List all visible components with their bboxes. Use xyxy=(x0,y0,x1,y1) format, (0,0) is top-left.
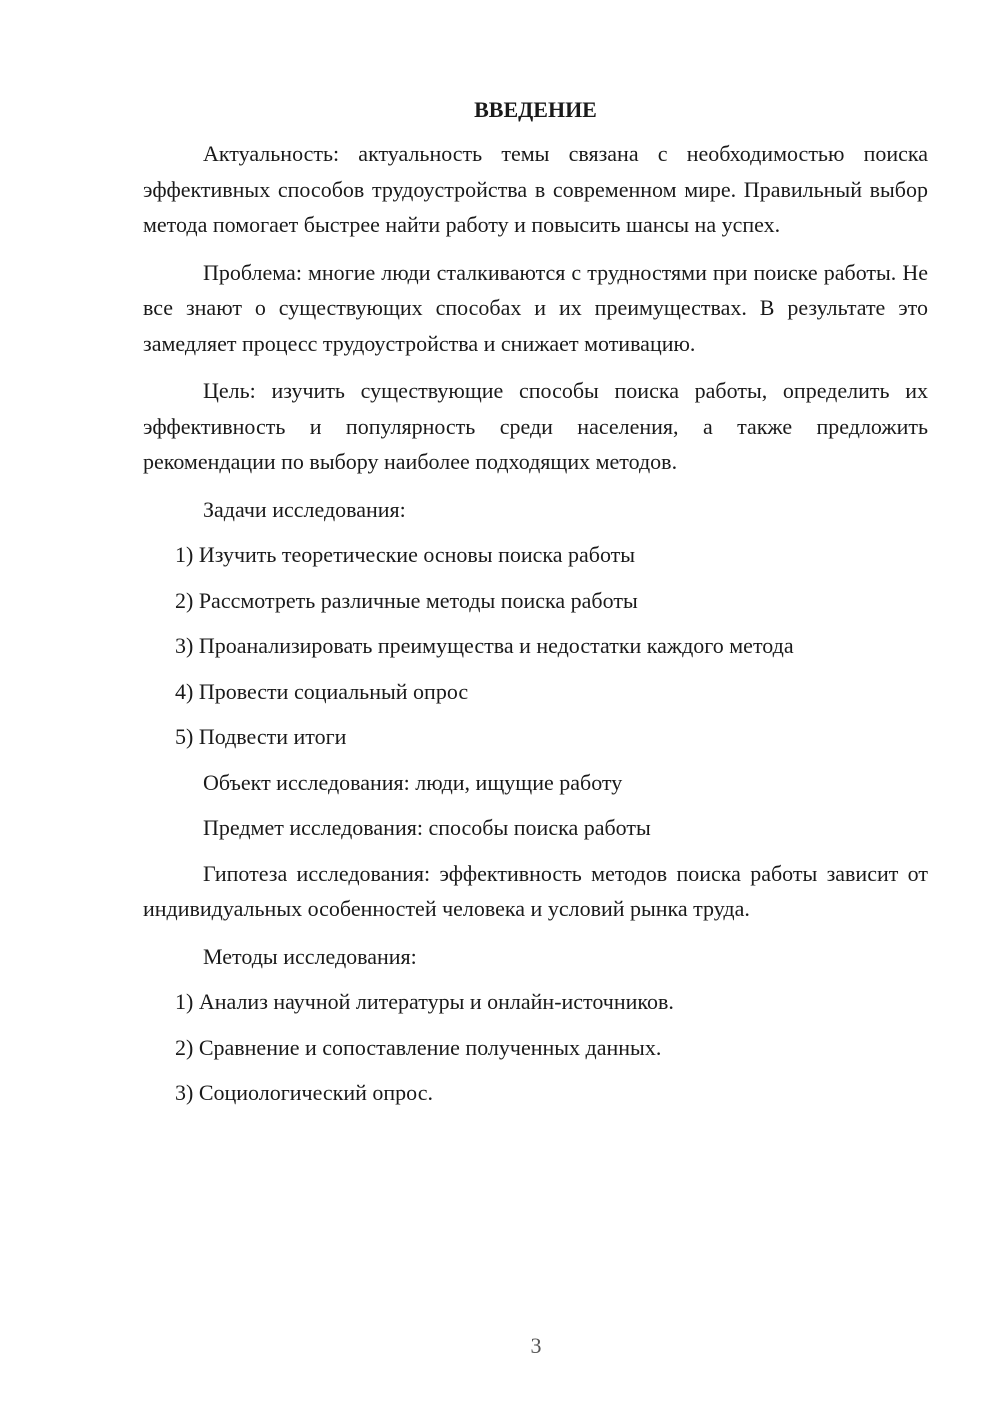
methods-list xyxy=(143,984,928,1111)
subject-line: Предмет исследования: способы поиска работы xyxy=(203,815,651,840)
list-item: 1) Изучить теоретические основы поиска работы xyxy=(175,542,636,567)
tasks-list xyxy=(143,537,928,755)
problem-paragraph: Проблема: многие люди сталкиваются с трудностями при поиске работы. Не все знают о существующих способах и их преимуществах. В результате это замедляет процесс трудоустройства и снижает мотивацию. xyxy=(143,259,928,356)
hypothesis-paragraph: Гипотеза исследования: эффективность методов поиска работы зависит от индивидуальных особенностей человека и условий рынка труда. xyxy=(143,860,928,921)
actuality-paragraph: Актуальность: актуальность темы связана с необходимостью поиска эффективных способов трудоустройства в современном мире. Правильный выбор метода помогает быстрее найти работу и повысить шансы на успех. xyxy=(143,141,928,237)
list-item: 3) Проанализировать преимущества и недостатки каждого метода xyxy=(175,633,794,658)
list-item: 4) Провести социальный опрос xyxy=(175,678,469,704)
list-item: 3) Социологический опрос. xyxy=(175,1080,433,1105)
page-number: 3 xyxy=(530,1333,542,1358)
list-item: 2) Рассмотреть различные методы поиска работы xyxy=(175,587,638,613)
goal-paragraph: Цель: изучить существующие способы поиска работы, определить их эффективность и популярность среди населения, а также предложить рекомендации по выбору наиболее подходящих методов. xyxy=(143,378,928,474)
tasks-heading: Задачи исследования: xyxy=(203,496,406,522)
document-page xyxy=(143,94,928,1121)
methods-heading: Методы исследования: xyxy=(203,943,417,969)
object-line: Объект исследования: люди, ищущие работу xyxy=(203,769,623,795)
list-item: 5) Подвести итоги xyxy=(175,724,347,749)
list-item: 2) Сравнение и сопоставление полученных данных. xyxy=(175,1034,662,1060)
list-item: 1) Анализ научной литературы и онлайн-источников. xyxy=(175,989,674,1014)
document-title: ВВЕДЕНИЕ xyxy=(474,97,597,122)
